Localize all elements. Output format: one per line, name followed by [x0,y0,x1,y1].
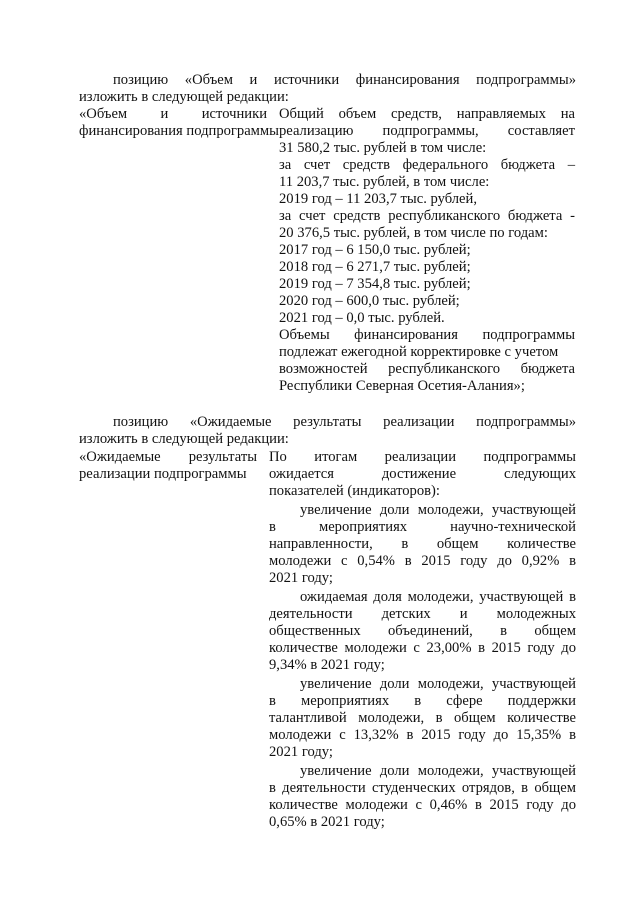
table-cell-right-2: количестве молодежи с 0,46% в 2015 году до [269,797,576,813]
paragraph-intro-1-cont: изложить в следующей редакции: [79,89,289,105]
table-cell-right-1: 2021 год – 0,0 тыс. рублей. [279,310,445,326]
table-cell-right-2: ожидается достижение следующих [269,466,576,482]
table-cell-right-2: молодежи с 0,54% в 2015 году до 0,92% в [269,553,576,569]
table-cell-right-1: Объемы финансирования подпрограммы [279,327,575,343]
table-cell-right-2: количестве молодежи с 23,00% в 2015 году до [269,640,576,656]
paragraph-intro-1: позицию «Объем и источники финансирования подпрограммы» [113,72,576,88]
table-cell-right-1: 20 376,5 тыс. рублей, в том числе по годам: [279,225,548,241]
table-cell-right-1: за счет средств федерального бюджета – [279,157,575,173]
table-cell-right-1: 2019 год – 7 354,8 тыс. рублей; [279,276,471,292]
table-cell-right-1: 31 580,2 тыс. рублей в том числе: [279,140,487,156]
table-cell-right-1: 11 203,7 тыс. рублей, в том числе: [279,174,490,190]
table-cell-right-2: направленности, в общем количестве [269,536,576,552]
table-cell-right-2: показателей (индикаторов): [269,483,440,499]
table-cell-right-2: в мероприятиях научно-технической [269,519,576,535]
table-cell-right-1: 2020 год – 600,0 тыс. рублей; [279,293,460,309]
table-cell-right-2: увеличение доли молодежи, участвующей [300,676,576,692]
table-cell-right-1: реализацию подпрограммы, составляет [279,123,575,139]
table-cell-right-1: Республики Северная Осетия-Алания»; [279,378,525,394]
table-cell-right-2: 0,65% в 2021 году; [269,814,385,830]
table-cell-right-1: за счет средств республиканского бюджета - [279,208,575,224]
table-cell-right-2: По итогам реализации подпрограммы [269,449,576,465]
table-cell-left-2: реализации подпрограммы [79,466,247,482]
table-cell-right-2: увеличение доли молодежи, участвующей [300,502,576,518]
table-cell-right-2: увеличение доли молодежи, участвующей [300,763,576,779]
table-cell-right-1: возможностей республиканского бюджета [279,361,575,377]
table-cell-right-2: 2021 году; [269,744,333,760]
table-cell-left-1: финансирования подпрограммы [79,123,279,139]
table-cell-right-2: 2021 году; [269,570,333,586]
table-cell-right-2: в мероприятиях в сфере поддержки [269,693,576,709]
table-cell-right-2: 9,34% в 2021 году; [269,657,385,673]
paragraph-intro-2: позицию «Ожидаемые результаты реализации подпрограммы» [113,414,576,430]
table-cell-right-2: деятельности детских и молодежных [269,606,576,622]
table-cell-left-2: «Ожидаемые результаты [79,449,257,465]
table-cell-right-1: подлежат ежегодной корректировке с учетом [279,344,559,360]
table-cell-right-2: в деятельности студенческих отрядов, в общем [269,780,576,796]
paragraph-intro-2-cont: изложить в следующей редакции: [79,431,289,447]
table-cell-right-1: 2019 год – 11 203,7 тыс. рублей, [279,191,477,207]
table-cell-right-1: 2018 год – 6 271,7 тыс. рублей; [279,259,471,275]
table-cell-right-1: Общий объем средств, направляемых на [279,106,575,122]
table-cell-right-2: талантливой молодежи, в общем количестве [269,710,576,726]
table-cell-right-2: общественных объединений, в общем [269,623,576,639]
table-cell-left-1: «Объем и источники [79,106,267,122]
table-cell-right-2: молодежи с 13,32% в 2015 году до 15,35% в [269,727,576,743]
table-cell-right-1: 2017 год – 6 150,0 тыс. рублей; [279,242,471,258]
table-cell-right-2: ожидаемая доля молодежи, участвующей в [300,589,576,605]
